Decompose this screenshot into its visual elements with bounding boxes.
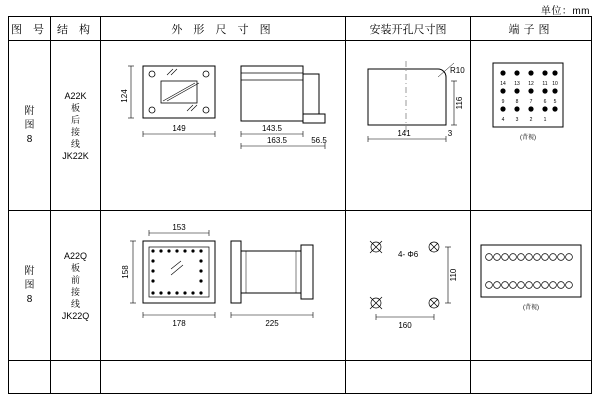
svg-text:(背视): (背视): [520, 135, 536, 141]
row1-no-text: [9, 105, 50, 147]
row2-struct-line-3: 前: [70, 274, 80, 285]
row3-cell-struct: [51, 361, 101, 394]
row1-struct-line-1: A22K: [64, 90, 87, 101]
svg-text:116: 116: [455, 96, 464, 110]
row1-cell-struct: [51, 41, 101, 210]
svg-text:7: 7: [529, 99, 533, 105]
svg-text:8: 8: [515, 99, 519, 105]
row2-struct-line-4: 接: [70, 286, 80, 297]
header-label-cutout: 安装开孔尺寸图: [369, 23, 447, 36]
row1-outline-drawing: [101, 41, 346, 210]
svg-text:141: 141: [397, 129, 411, 138]
row1-struct-line-3: 后: [70, 114, 80, 125]
svg-text:225: 225: [265, 319, 279, 328]
header-label-terminal: 端子图: [508, 23, 554, 36]
row2-terminal-drawing: [471, 211, 591, 360]
header-cell-struct: [51, 17, 101, 40]
svg-text:110: 110: [449, 268, 458, 282]
row2-cell-no: [9, 211, 51, 360]
row1-struct-line-6: JK22K: [62, 150, 89, 161]
row1-no-line-2: 图: [24, 119, 35, 131]
row2-struct-line-1: A22Q: [63, 250, 87, 261]
header-cell-no: [9, 17, 51, 40]
row2-struct-line-6: JK22Q: [61, 310, 90, 321]
row3-cell-outline: [101, 361, 346, 394]
header-label-no: 图 号: [10, 23, 49, 36]
svg-text:124: 124: [120, 89, 129, 103]
svg-text:10: 10: [552, 81, 558, 87]
row1-terminal-drawing: [471, 41, 591, 210]
svg-text:6: 6: [543, 99, 547, 105]
header-label-struct: 结 构: [56, 23, 95, 36]
svg-text:(背视): (背视): [523, 305, 539, 311]
row2-struct-line-5: 线: [70, 298, 80, 309]
svg-text:4: 4: [501, 117, 505, 123]
row2-struct-line-2: 板: [70, 262, 80, 273]
svg-text:5: 5: [553, 99, 557, 105]
row1-struct-line-4: 接: [70, 126, 80, 137]
row1-no-line-3: 8: [26, 133, 33, 145]
row2-no-line-3: 8: [26, 293, 33, 305]
row3-cell-cutout: [346, 361, 471, 394]
row1-struct-line-2: 板: [70, 102, 80, 113]
svg-text:56.5: 56.5: [311, 136, 327, 145]
row2-no-text: [9, 265, 50, 307]
svg-text:143.5: 143.5: [261, 124, 283, 133]
svg-text:1: 1: [543, 117, 547, 123]
svg-text:11: 11: [542, 81, 548, 87]
svg-text:13: 13: [514, 81, 520, 87]
svg-text:160: 160: [398, 321, 412, 330]
header-cell-cutout: [346, 17, 471, 40]
row2-cell-struct: [51, 211, 101, 360]
row2-cutout-drawing: [346, 211, 471, 360]
row1-cell-no: [9, 41, 51, 210]
svg-text:R10: R10: [450, 66, 465, 75]
svg-text:178: 178: [172, 319, 186, 328]
row1-cutout-drawing: [346, 41, 471, 210]
table-row-empty: [9, 361, 591, 394]
svg-text:3: 3: [447, 129, 453, 138]
svg-text:153: 153: [172, 223, 186, 232]
svg-text:149: 149: [172, 124, 186, 133]
row1-struct-line-5: 线: [70, 138, 80, 149]
table-row: [9, 41, 591, 211]
table-row: [9, 211, 591, 361]
svg-text:14: 14: [500, 81, 506, 87]
header-label-outline: 外 形 尺 寸 图: [171, 23, 275, 36]
row2-no-line-1: 附: [24, 265, 35, 277]
row3-cell-terminal: [471, 361, 591, 394]
header-cell-outline: [101, 17, 346, 40]
svg-text:9: 9: [501, 99, 505, 105]
row2-outline-drawing: [101, 211, 346, 360]
svg-text:2: 2: [529, 117, 533, 123]
row2-no-line-2: 图: [24, 279, 35, 291]
row3-cell-no: [9, 361, 51, 394]
row1-no-line-1: 附: [24, 105, 35, 117]
svg-text:12: 12: [528, 81, 534, 87]
row1-struct-text: [51, 90, 100, 162]
table-header-row: [9, 17, 591, 41]
row2-struct-text: [51, 250, 100, 322]
svg-text:163.5: 163.5: [266, 136, 288, 145]
svg-text:3: 3: [515, 117, 519, 123]
svg-text:4- Φ6: 4- Φ6: [398, 250, 419, 259]
svg-text:158: 158: [121, 265, 130, 279]
unit-note: 单位：mm: [540, 6, 590, 17]
spec-table: [8, 16, 592, 394]
header-cell-terminal: [471, 17, 591, 40]
